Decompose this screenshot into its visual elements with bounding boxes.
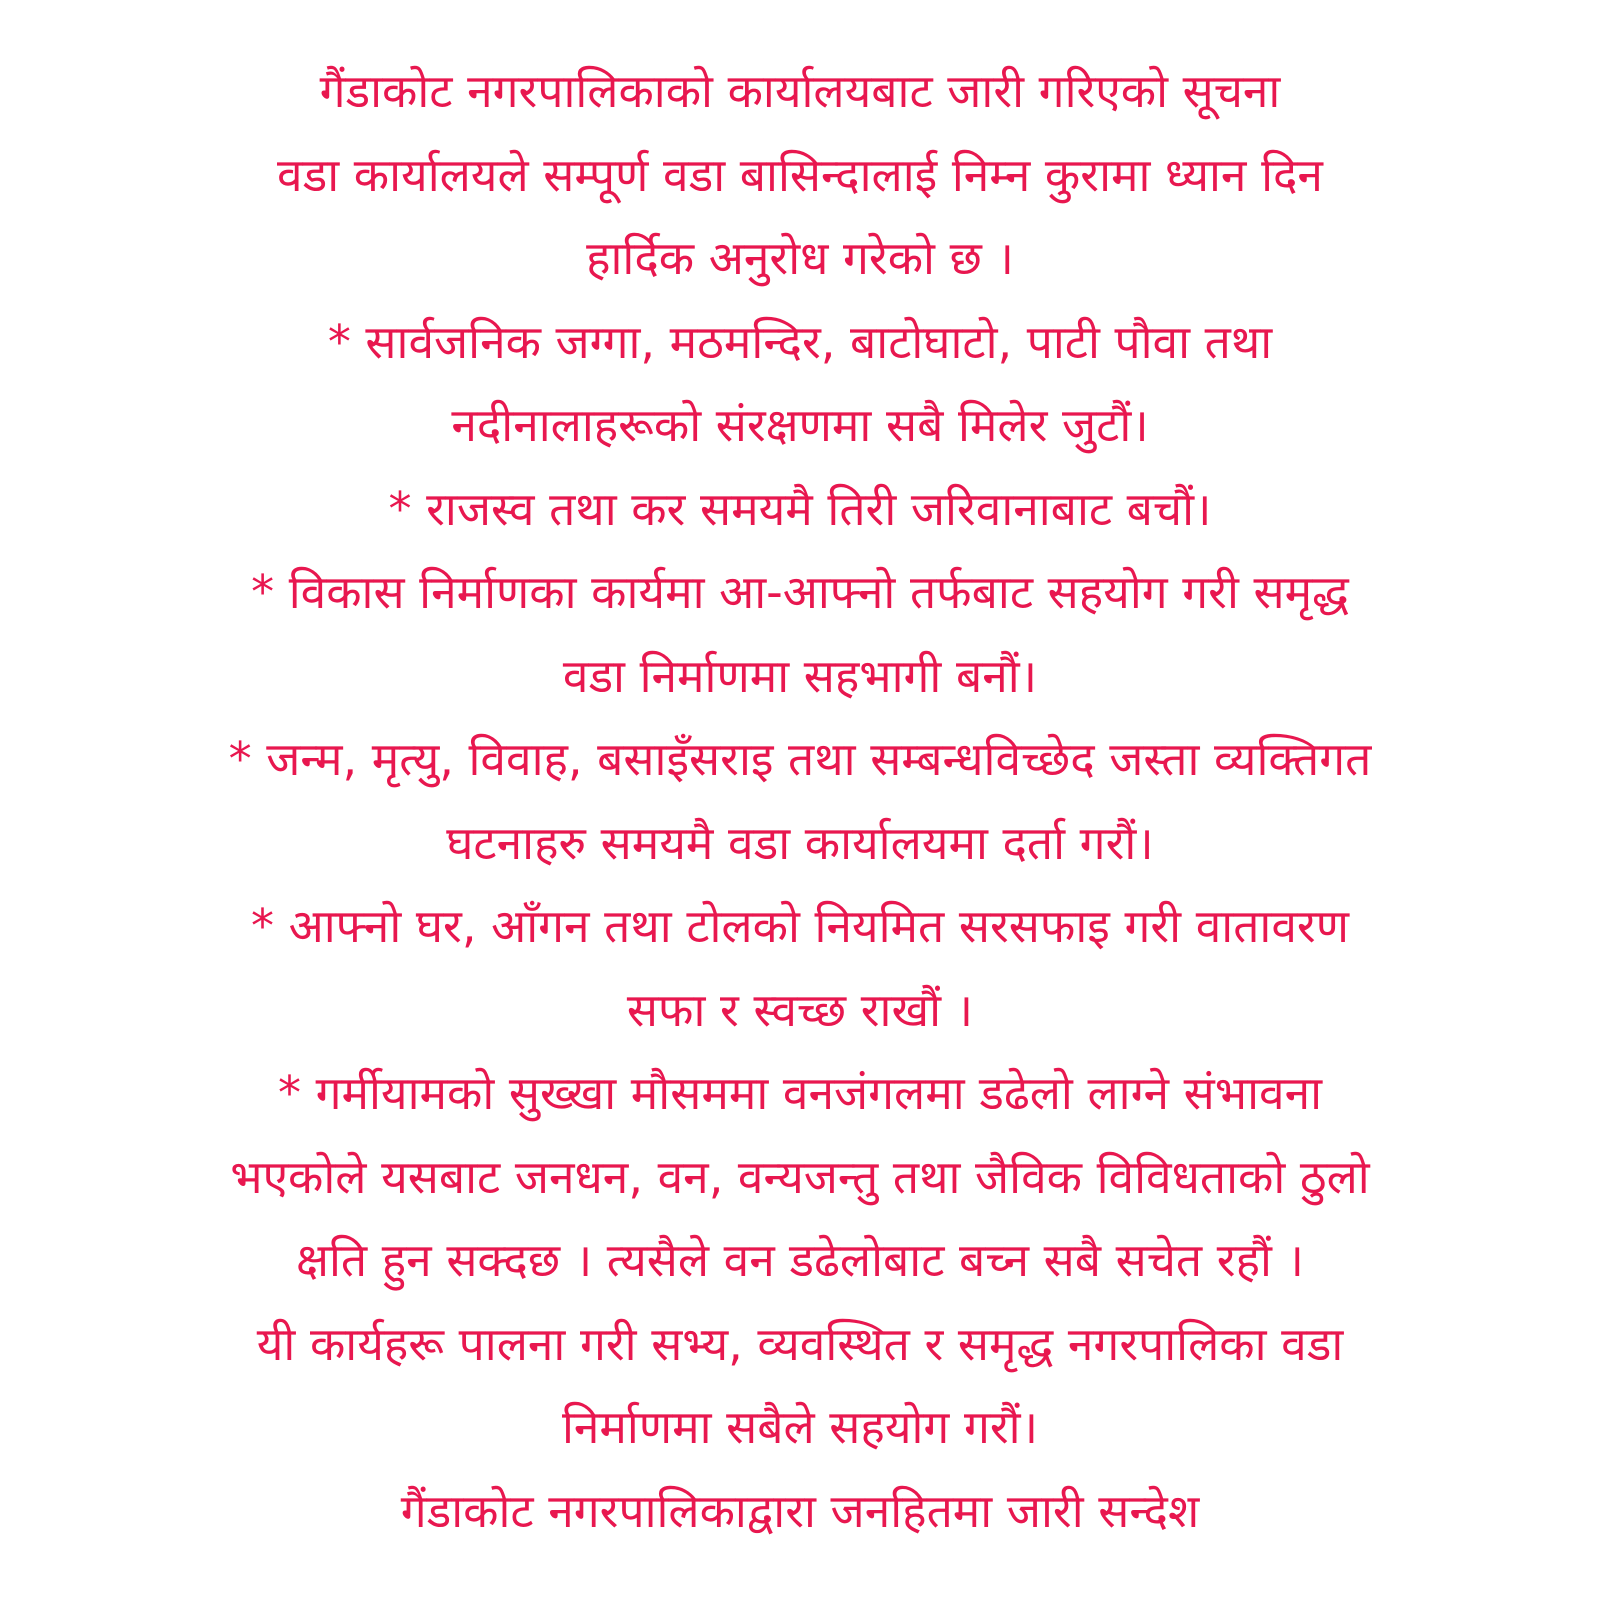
notice-footer: गैंडाकोट नगरपालिकाद्वारा जनहितमा जारी सन्देश bbox=[400, 1483, 1200, 1538]
point-vital-registration-line-2: घटनाहरु समयमै वडा कार्यालयमा दर्ता गरौं। bbox=[446, 815, 1154, 870]
point-cleanliness-line-1: * आफ्नो घर, आँगन तथा टोलको नियमित सरसफाइ गरी वातावरण bbox=[251, 899, 1349, 953]
closing-appeal-line-2: निर्माणमा सबैले सहयोग गरौं। bbox=[561, 1400, 1039, 1454]
point-forest-fire-line-2: भएकोले यसबाट जनधन, वन, वन्यजन्तु तथा जैविक विविधताको ठुलो bbox=[230, 1149, 1370, 1204]
point-cleanliness-line-2: सफा र स्वच्छ राखौं । bbox=[626, 982, 974, 1037]
point-development-line-2: वडा निर्माणमा सहभागी बनौं। bbox=[562, 648, 1038, 703]
point-public-land-line-2: नदीनालाहरूको संरक्षणमा सबै मिलेर जुटौं। bbox=[451, 398, 1149, 452]
notice-intro-line-2: हार्दिक अनुरोध गरेको छ । bbox=[586, 231, 1014, 285]
closing-appeal-line-1: यी कार्यहरू पालना गरी सभ्य, व्यवस्थित र समृद्ध नगरपालिका वडा bbox=[256, 1316, 1344, 1371]
point-public-land-line-1: * सार्वजनिक जग्गा, मठमन्दिर, बाटोघाटो, पाटी पौवा तथा bbox=[327, 314, 1273, 369]
point-revenue-tax: * राजस्व तथा कर समयमै तिरी जरिवानाबाट बचौं। bbox=[388, 481, 1212, 536]
notice-text-block bbox=[0, 50, 1600, 1553]
notice-intro-line-1: वडा कार्यालयले सम्पूर्ण वडा बासिन्दालाई निम्न कुरामा ध्यान दिन bbox=[277, 147, 1323, 202]
point-development-line-1: * विकास निर्माणका कार्यमा आ-आफ्नो तर्फबाट सहयोग गरी समृद्ध bbox=[251, 565, 1349, 619]
point-forest-fire-line-1: * गर्मीयामको सुख्खा मौसममा वनजंगलमा डढेलो लाग्ने संभावना bbox=[277, 1066, 1323, 1120]
point-vital-registration-line-1: * जन्म, मृत्यु, विवाह, बसाइँसराइ तथा सम्बन्धविच्छेद जस्ता व्यक्तिगत bbox=[228, 732, 1372, 786]
point-forest-fire-line-3: क्षति हुन सक्दछ । त्यसैले वन डढेलोबाट बच्न सबै सचेत रहौं । bbox=[296, 1233, 1304, 1287]
notice-title: गैंडाकोट नगरपालिकाको कार्यालयबाट जारी गरिएको सूचना bbox=[319, 64, 1281, 118]
